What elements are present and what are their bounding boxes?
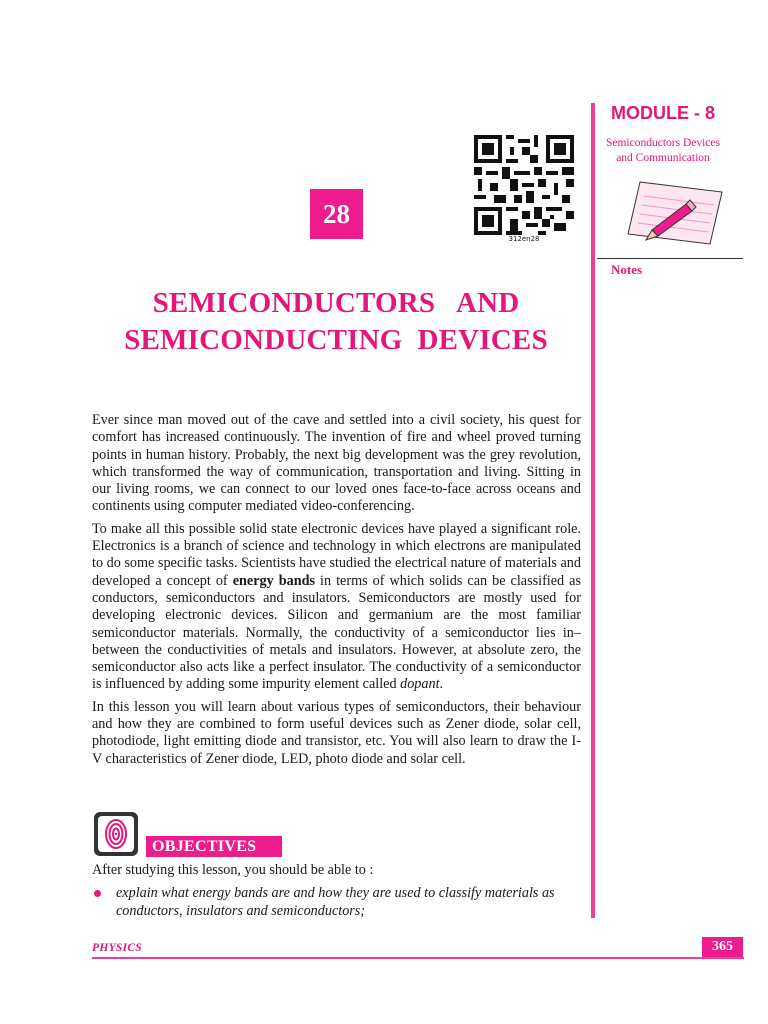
- page-number: 365: [702, 937, 743, 957]
- electronics-paragraph: [92, 521, 581, 694]
- notes-rule: [597, 258, 743, 259]
- module-subtitle-line-2: and Communication: [616, 152, 710, 164]
- footer-subject: PHYSICS: [92, 942, 143, 954]
- objectives-heading: OBJECTIVES: [146, 836, 282, 857]
- list-item: [92, 885, 581, 920]
- module-subtitle-line-1: Semiconductors Devices: [605, 137, 720, 149]
- paragraph-text: To make all this possible solid state electronic devices have played a significant role. Electronics is a branch of science and technology in which electrons are manipulated to do some specific tasks. Scientists have studied the electrical nature of materials and developed a concept of: [92, 520, 581, 589]
- lesson-paragraph: In this lesson you will learn about various types of semiconductors, their behaviour and how they are combined to form useful devices such as Zener diode, solar cell, photodiode, light emitting diode and transistor, etc. You will also learn to draw the I-V characteristics of Zener diode, LED, photo diode and solar cell.: [92, 698, 581, 767]
- qr-code-icon[interactable]: [474, 135, 574, 235]
- module-title: MODULE - 8: [610, 103, 715, 123]
- chapter-title-line-2: SEMICONDUCTING DEVICES: [124, 324, 548, 356]
- paragraph-text: .: [439, 676, 444, 693]
- qr-caption: 312en28: [508, 235, 540, 243]
- objectives-intro: After studying this lesson, you should be able to :: [92, 862, 374, 878]
- bold-term: energy bands: [232, 572, 315, 589]
- objective-text: explain what energy bands are and how they are used to classify materials as conductors, insulators and semiconductors;: [116, 885, 555, 919]
- margin-rule: [591, 103, 595, 918]
- intro-paragraph: Ever since man moved out of the cave and settled into a civil society, his quest for comfort has increased continuously. The invention of fire and wheel proved turning points in human history. Probably, the next big development was the grey revolution, which transformed the way of communication, transportation and living. Sitting in our living rooms, we can connect to our loved ones face-to-face across oceans and continents using computer mediated video-conferencing.: [92, 412, 581, 515]
- italic-term: dopant: [400, 676, 440, 693]
- notepad-pencil-icon: [618, 178, 728, 248]
- footer-rule: [92, 957, 744, 959]
- target-icon: [94, 812, 138, 856]
- module-subtitle: [600, 136, 726, 166]
- chapter-title: [92, 285, 580, 359]
- bullet-icon: [94, 890, 101, 897]
- objectives-list: [92, 885, 581, 920]
- body-text: [92, 412, 581, 773]
- paragraph-text: in terms of which solids can be classified as conductors, semiconductors and insulators. Semiconductors are mostly used for developing electronic devices. Silicon and germanium are the most familiar semiconductor materials. Normally, the conductivity of a semiconductor lies in–between the conductivities of metals and insulators. However, at absolute zero, the semiconductor also acts like a perfect insulator. The conductivity of a semiconductor is influenced by adding some impurity element called: [92, 572, 581, 693]
- notes-label: Notes: [611, 262, 643, 277]
- chapter-title-line-1: SEMICONDUCTORS AND: [152, 287, 520, 319]
- chapter-number-badge: 28: [310, 189, 363, 239]
